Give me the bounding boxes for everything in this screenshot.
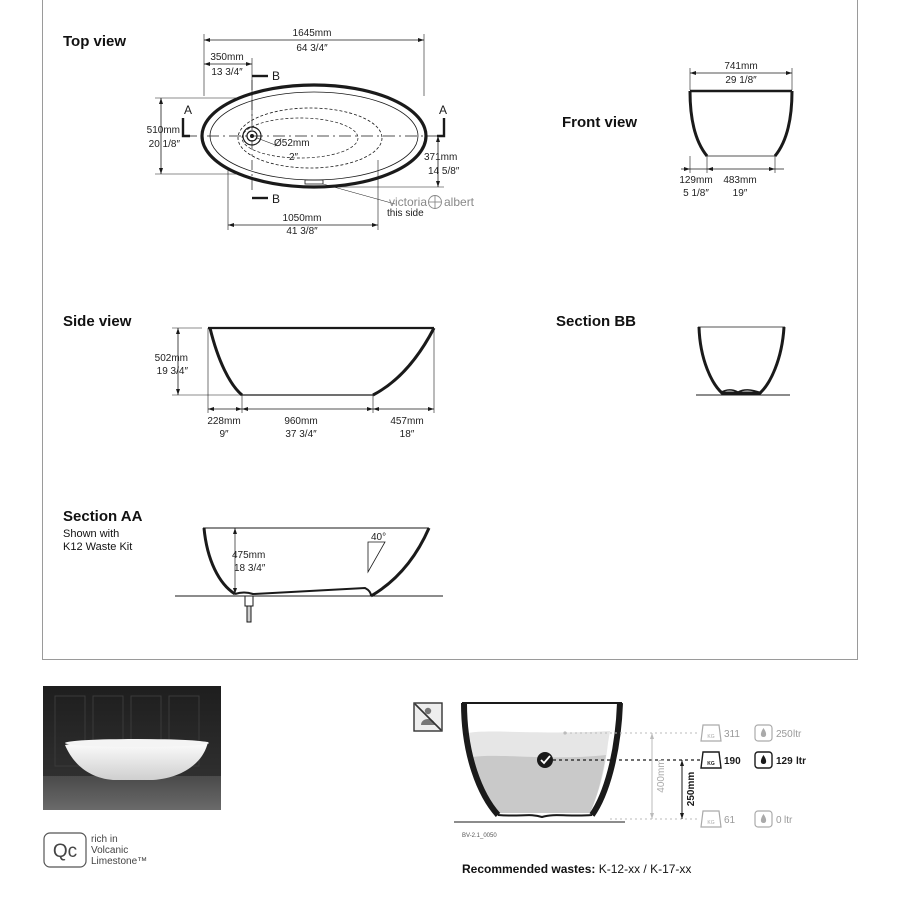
weight-fill-value: 190 (724, 756, 741, 767)
section-b-top-marker: B (272, 69, 281, 83)
volume-full-value: 250 (776, 729, 793, 740)
side-right-in: 18″ (399, 429, 415, 440)
side-left-in: 9″ (219, 429, 229, 440)
side-height-mm: 502mm (154, 353, 188, 364)
volume-full-unit: ltr (793, 729, 802, 740)
brand-logo-albert: albert (444, 195, 475, 209)
section-aa-note (63, 528, 132, 554)
front-foot-mm: 129mm (679, 175, 713, 186)
side-base-in: 37 3/4″ (285, 429, 317, 440)
volume-empty-unit: ltr (784, 815, 793, 826)
side-height-in: 19 3/4″ (156, 366, 188, 377)
no-bathing-icon (414, 703, 442, 731)
side-right-mm: 457mm (390, 416, 424, 427)
height-250-label: 250mm (686, 771, 697, 807)
top-width-mm: 510mm (146, 125, 180, 136)
height-400-label: 400mm (656, 759, 667, 793)
waste-offset-mm: 350mm (210, 52, 244, 63)
side-base-mm: 960mm (284, 416, 318, 427)
weight-full-value: 311 (724, 729, 740, 740)
top-width-in: 20 1/8″ (148, 139, 180, 150)
section-aa-heading: Section AA (63, 508, 143, 525)
weight-full-icon (701, 725, 721, 741)
side-view-heading: Side view (63, 313, 132, 330)
half-width-in: 14 5/8″ (428, 166, 460, 177)
volume-fill-icon (755, 752, 772, 768)
front-top-mm: 741mm (724, 61, 758, 72)
recommended-wastes-label: Recommended wastes: (462, 862, 596, 876)
section-aa-angle: 40° (371, 532, 387, 543)
section-b-bottom-marker: B (272, 192, 281, 206)
volume-fill-value: 129 (776, 756, 793, 767)
qc-line2: Volcanic (91, 845, 129, 856)
qc-line3: Limestone™ (91, 856, 148, 867)
section-aa-drawing (175, 520, 445, 630)
volume-empty-icon (755, 811, 772, 827)
qc-logo-text: Qc (52, 841, 78, 862)
side-view-drawing (140, 315, 460, 445)
qc-description (91, 834, 147, 867)
qc-line1: rich in (91, 834, 118, 845)
weight-fill-icon (701, 752, 721, 768)
brand-note: this side (387, 208, 424, 219)
recommended-wastes-value: K-12-xx / K-17-xx (598, 862, 692, 876)
bath-photo-image (43, 686, 221, 810)
half-width-mm: 371mm (424, 152, 458, 163)
waste-diameter-in: 2″ (289, 152, 299, 163)
front-base-mm: 483mm (723, 175, 757, 186)
front-base-in: 19″ (732, 188, 748, 199)
top-view-heading: Top view (63, 33, 127, 50)
volume-fill-unit: ltr (796, 756, 806, 767)
weight-fill-kg: KG (707, 761, 715, 767)
diagram-reference: BV-2.1_0050 (462, 833, 497, 839)
waste-offset-in: 13 3/4″ (211, 67, 243, 78)
section-aa-note-line1: Shown with (63, 528, 120, 540)
front-foot-in: 5 1/8″ (683, 188, 709, 199)
brand-logo-victoria: victoria (388, 195, 427, 209)
top-length-mm: 1645mm (292, 28, 332, 39)
section-a-left-marker: A (184, 103, 193, 117)
weight-empty-kg: KG (707, 820, 715, 826)
front-top-in: 29 1/8″ (725, 75, 757, 86)
front-view-drawing (640, 55, 840, 215)
top-length-in: 64 3/4″ (296, 43, 328, 54)
side-left-mm: 228mm (207, 416, 241, 427)
front-view-heading: Front view (562, 114, 638, 131)
weight-full-kg: KG (707, 734, 715, 740)
section-a-right-marker: A (439, 103, 448, 117)
section-bb-drawing (690, 320, 800, 405)
qc-logo (43, 832, 87, 868)
recommended-wastes (462, 862, 691, 876)
capacity-diagram (410, 695, 830, 845)
inner-length-mm: 1050mm (282, 213, 322, 224)
volume-full-icon (755, 725, 772, 741)
bath-photo (43, 686, 221, 810)
volume-empty-value: 0 (776, 815, 782, 826)
section-aa-depth-in: 18 3/4″ (234, 563, 266, 574)
waste-diameter-mm: Ø52mm (274, 138, 310, 149)
inner-length-in: 41 3/8″ (286, 226, 318, 237)
weight-empty-value: 61 (724, 815, 736, 826)
section-aa-note-line2: K12 Waste Kit (63, 541, 133, 553)
section-aa-depth-mm: 475mm (232, 550, 266, 561)
section-bb-heading: Section BB (556, 313, 637, 330)
weight-empty-icon (701, 811, 721, 827)
